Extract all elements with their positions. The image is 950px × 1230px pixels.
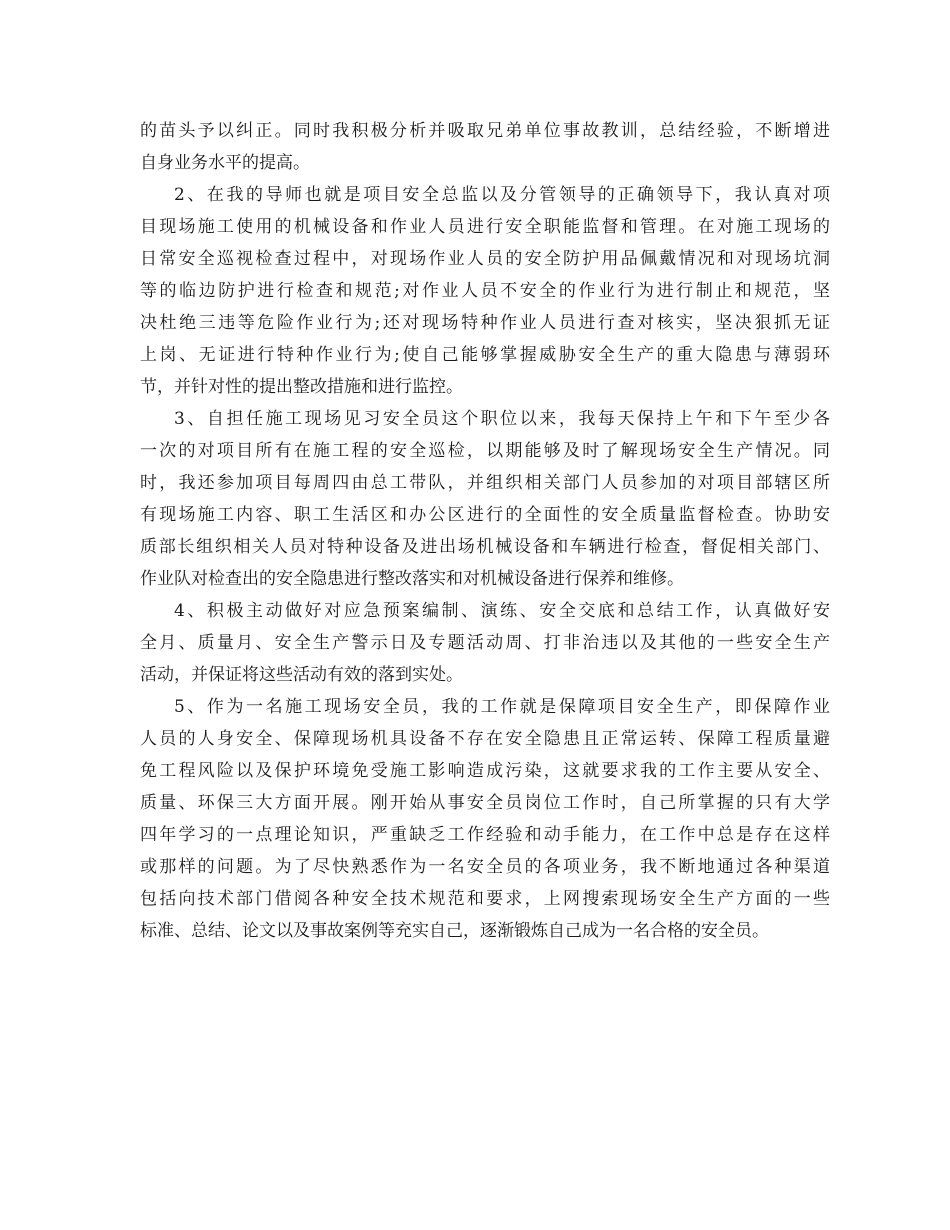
text-line: 等的临边防护进行检查和规范;对作业人员不安全的作业行为进行制止和规范，坚	[140, 281, 830, 301]
text-line: 的苗头予以纠正。同时我积极分析并吸取兄弟单位事故教训，总结经验，不断增进	[140, 121, 830, 141]
text-line: 4、积极主动做好对应急预案编制、演练、安全交底和总结工作，认真做好安	[174, 601, 830, 621]
text-line: 质量、环保三大方面开展。刚开始从事安全员岗位工作时，自己所掌握的只有大学	[140, 793, 830, 813]
text-line: 上岗、无证进行特种作业行为;使自己能够掌握威胁安全生产的重大隐患与薄弱环	[140, 345, 830, 365]
text-line: 决杜绝三违等危险作业行为;还对现场特种作业人员进行查对核实，坚决狠抓无证	[140, 313, 830, 333]
text-line: 5、作为一名施工现场安全员，我的工作就是保障项目安全生产，即保障作业	[174, 697, 830, 717]
text-line: 标准、总结、论文以及事故案例等充实自己，逐渐锻炼自己成为一名合格的安全员。	[140, 921, 769, 941]
text-line: 全月、质量月、安全生产警示日及专题活动周、打非治违以及其他的一些安全生产	[140, 633, 830, 653]
text-line: 日常安全巡视检查过程中，对现场作业人员的安全防护用品佩戴情况和对现场坑洞	[140, 249, 830, 269]
document-page	[140, 115, 830, 947]
text-line: 作业队对检查出的安全隐患进行整改落实和对机械设备进行保养和维修。	[140, 569, 684, 589]
text-line: 人员的人身安全、保障现场机具设备不存在安全隐患且正常运转、保障工程质量避	[140, 729, 830, 749]
text-line: 四年学习的一点理论知识，严重缺乏工作经验和动手能力，在工作中总是存在这样	[140, 825, 830, 845]
paragraph	[140, 403, 830, 595]
text-line: 活动，并保证将这些活动有效的落到实处。	[140, 665, 463, 685]
paragraph	[140, 595, 830, 691]
text-line: 2、在我的导师也就是项目安全总监以及分管领导的正确领导下，我认真对项	[174, 185, 830, 205]
text-line: 时，我还参加项目每周四由总工带队，并组织相关部门人员参加的对项目部辖区所	[140, 473, 830, 493]
text-line: 有现场施工内容、职工生活区和办公区进行的全面性的安全质量监督检查。协助安	[140, 505, 830, 525]
text-line: 3、自担任施工现场见习安全员这个职位以来，我每天保持上午和下午至少各	[174, 409, 830, 429]
paragraph	[140, 691, 830, 947]
text-line: 一次的对项目所有在施工程的安全巡检，以期能够及时了解现场安全生产情况。同	[140, 441, 830, 461]
paragraph	[140, 179, 830, 403]
text-line: 免工程风险以及保护环境免受施工影响造成污染，这就要求我的工作主要从安全、	[140, 761, 830, 781]
text-line: 目现场施工使用的机械设备和作业人员进行安全职能监督和管理。在对施工现场的	[140, 217, 830, 237]
text-line: 节，并针对性的提出整改措施和进行监控。	[140, 377, 463, 397]
text-line: 质部长组织相关人员对特种设备及进出场机械设备和车辆进行检查，督促相关部门、	[140, 537, 830, 557]
text-line: 自身业务水平的提高。	[140, 153, 310, 173]
paragraph	[140, 115, 830, 179]
text-line: 包括向技术部门借阅各种安全技术规范和要求，上网搜索现场安全生产方面的一些	[140, 889, 830, 909]
text-line: 或那样的问题。为了尽快熟悉作为一名安全员的各项业务，我不断地通过各种渠道	[140, 857, 830, 877]
